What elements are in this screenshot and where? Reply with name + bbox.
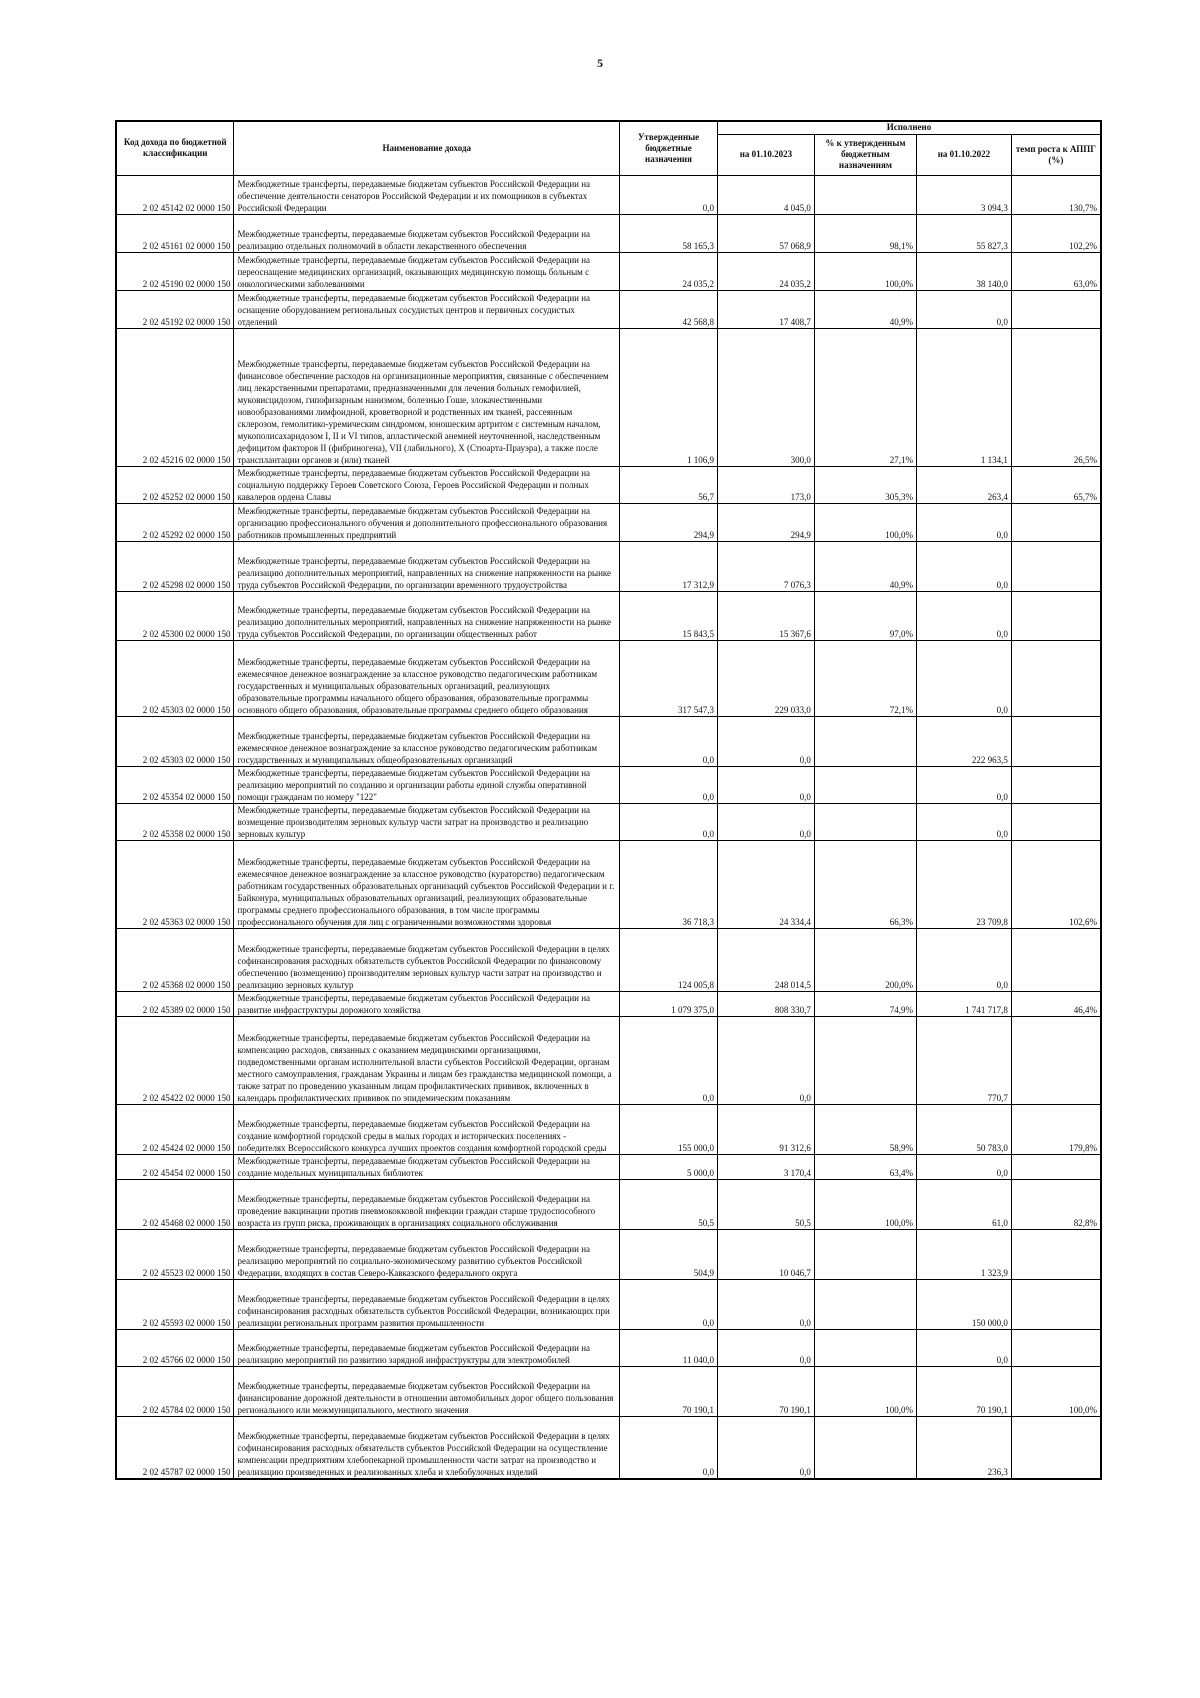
- table-row: [116, 1016, 1101, 1104]
- row-code: 2 02 45303 02 0000 150: [116, 640, 234, 716]
- row-code: 2 02 45766 02 0000 150: [116, 1329, 234, 1366]
- row-executed-2023: 0,0: [717, 1016, 814, 1104]
- table-row: [116, 991, 1101, 1016]
- row-executed-2023: 17 408,7: [717, 290, 814, 328]
- row-growth: 82,8%: [1011, 1179, 1101, 1229]
- row-pct-approved: 98,1%: [814, 214, 916, 252]
- table-row: [116, 1104, 1101, 1154]
- table-row: [116, 466, 1101, 503]
- row-executed-2022: 1 741 717,8: [917, 991, 1012, 1016]
- row-pct-approved: 100,0%: [814, 503, 916, 541]
- table-row: [116, 803, 1101, 840]
- row-growth: [1011, 640, 1101, 716]
- row-code: 2 02 45523 02 0000 150: [116, 1229, 234, 1279]
- row-name: Межбюджетные трансферты, передаваемые бюджетам субъектов Российской Федерации на реализацию отдельных полномочий в области лекарственного обеспечения: [234, 214, 620, 252]
- row-executed-2023: 248 014,5: [717, 928, 814, 991]
- row-growth: [1011, 541, 1101, 591]
- row-name: Межбюджетные трансферты, передаваемые бюджетам субъектов Российской Федерации на переоснащение медицинских организаций, оказывающих медицинскую помощь больным с онкологическими заболеваниями: [234, 252, 620, 290]
- row-executed-2022: 23 709,8: [917, 840, 1012, 928]
- row-name: Межбюджетные трансферты, передаваемые бюджетам субъектов Российской Федерации на ежемесячное денежное вознаграждение за классное руководство (кураторство) педагогическим работникам государственных образовательных организаций субъектов Российской Федерации и г. Байконура, муниципальных образовательных организаций, реализующих образовательные программы среднего профессионального образования, в том числе программы профессионального обучения для лиц с ограниченными возможностями здоровья: [234, 840, 620, 928]
- row-growth: 179,8%: [1011, 1104, 1101, 1154]
- table-row: [116, 1366, 1101, 1416]
- table-row: [116, 840, 1101, 928]
- row-pct-approved: [814, 803, 916, 840]
- row-approved: 24 035,2: [620, 252, 718, 290]
- row-growth: 65,7%: [1011, 466, 1101, 503]
- row-approved: 124 005,8: [620, 928, 718, 991]
- row-approved: 0,0: [620, 716, 718, 766]
- table-row: [116, 541, 1101, 591]
- row-approved: 17 312,9: [620, 541, 718, 591]
- row-executed-2022: 61,0: [917, 1179, 1012, 1229]
- row-growth: [1011, 1016, 1101, 1104]
- row-executed-2023: 70 190,1: [717, 1366, 814, 1416]
- row-code: 2 02 45424 02 0000 150: [116, 1104, 234, 1154]
- row-pct-approved: 100,0%: [814, 1179, 916, 1229]
- row-growth: [1011, 803, 1101, 840]
- row-code: 2 02 45161 02 0000 150: [116, 214, 234, 252]
- row-pct-approved: [814, 716, 916, 766]
- table-row: [116, 328, 1101, 466]
- header-on-2023: на 01.10.2023: [717, 134, 814, 175]
- row-name: Межбюджетные трансферты, передаваемые бюджетам субъектов Российской Федерации на финансирование дорожной деятельности в отношении автомобильных дорог общего пользования регионального или межмуниципального, местного значения: [234, 1366, 620, 1416]
- row-growth: [1011, 1329, 1101, 1366]
- row-executed-2023: 91 312,6: [717, 1104, 814, 1154]
- row-name: Межбюджетные трансферты, передаваемые бюджетам субъектов Российской Федерации на создание модельных муниципальных библиотек: [234, 1154, 620, 1179]
- row-approved: 5 000,0: [620, 1154, 718, 1179]
- row-pct-approved: [814, 1416, 916, 1479]
- row-code: 2 02 45389 02 0000 150: [116, 991, 234, 1016]
- row-approved: 50,5: [620, 1179, 718, 1229]
- row-pct-approved: 74,9%: [814, 991, 916, 1016]
- row-executed-2022: 150 000,0: [917, 1279, 1012, 1329]
- row-pct-approved: 66,3%: [814, 840, 916, 928]
- header-code: Код дохода по бюджетной классификации: [116, 121, 234, 175]
- row-growth: [1011, 1154, 1101, 1179]
- row-pct-approved: 27,1%: [814, 328, 916, 466]
- row-executed-2022: 70 190,1: [917, 1366, 1012, 1416]
- row-pct-approved: [814, 1279, 916, 1329]
- row-executed-2023: 50,5: [717, 1179, 814, 1229]
- row-executed-2022: 0,0: [917, 640, 1012, 716]
- row-growth: [1011, 1279, 1101, 1329]
- row-executed-2022: 0,0: [917, 290, 1012, 328]
- row-approved: 294,9: [620, 503, 718, 541]
- row-executed-2023: 229 033,0: [717, 640, 814, 716]
- row-name: Межбюджетные трансферты, передаваемые бюджетам субъектов Российской Федерации на создание комфортной городской среды в малых городах и исторических поселениях - победителях Всероссийского конкурса лучших проектов создания комфортной городской среды: [234, 1104, 620, 1154]
- row-executed-2023: 24 035,2: [717, 252, 814, 290]
- row-name: Межбюджетные трансферты, передаваемые бюджетам субъектов Российской Федерации на реализацию дополнительных мероприятий, направленных на снижение напряженности на рынке труда субъектов Российской Федерации, по организации общественных работ: [234, 591, 620, 640]
- row-pct-approved: [814, 766, 916, 803]
- row-executed-2022: 55 827,3: [917, 214, 1012, 252]
- row-approved: 0,0: [620, 1016, 718, 1104]
- row-approved: 15 843,5: [620, 591, 718, 640]
- row-name: Межбюджетные трансферты, передаваемые бюджетам субъектов Российской Федерации на социальную поддержку Героев Советского Союза, Героев Российской Федерации и полных кавалеров ордена Славы: [234, 466, 620, 503]
- row-approved: 56,7: [620, 466, 718, 503]
- table-row: [116, 716, 1101, 766]
- row-growth: [1011, 290, 1101, 328]
- row-executed-2022: 50 783,0: [917, 1104, 1012, 1154]
- row-code: 2 02 45422 02 0000 150: [116, 1016, 234, 1104]
- row-name: Межбюджетные трансферты, передаваемые бюджетам субъектов Российской Федерации на возмещение производителям зерновых культур части затрат на производство и реализацию зерновых культур: [234, 803, 620, 840]
- row-pct-approved: 100,0%: [814, 1366, 916, 1416]
- row-pct-approved: 40,9%: [814, 290, 916, 328]
- row-pct-approved: [814, 1229, 916, 1279]
- row-approved: 58 165,3: [620, 214, 718, 252]
- table-row: [116, 1154, 1101, 1179]
- row-executed-2022: 263,4: [917, 466, 1012, 503]
- table-row: [116, 1179, 1101, 1229]
- row-name: Межбюджетные трансферты, передаваемые бюджетам субъектов Российской Федерации на реализацию мероприятий по развитию зарядной инфраструктуры для электромобилей: [234, 1329, 620, 1366]
- row-growth: 102,6%: [1011, 840, 1101, 928]
- row-approved: 0,0: [620, 1416, 718, 1479]
- row-approved: 42 568,8: [620, 290, 718, 328]
- row-growth: 46,4%: [1011, 991, 1101, 1016]
- row-growth: 63,0%: [1011, 252, 1101, 290]
- row-executed-2023: 24 334,4: [717, 840, 814, 928]
- row-growth: 130,7%: [1011, 175, 1101, 214]
- table-row: [116, 591, 1101, 640]
- row-name: Межбюджетные трансферты, передаваемые бюджетам субъектов Российской Федерации на компенсацию расходов, связанных с оказанием медицинскими организациями, подведомственными органам исполнительной власти субъектов Российской Федерации, органам местного самоуправления, гражданам Украины и лицам без гражданства медицинской помощи, а также затрат по проведению указанным лицам профилактических прививок, включенных в календарь профилактических прививок по эпидемическим показаниям: [234, 1016, 620, 1104]
- row-executed-2023: 57 068,9: [717, 214, 814, 252]
- row-growth: [1011, 928, 1101, 991]
- table-row: [116, 214, 1101, 252]
- row-pct-approved: 72,1%: [814, 640, 916, 716]
- row-approved: 155 000,0: [620, 1104, 718, 1154]
- row-code: 2 02 45363 02 0000 150: [116, 840, 234, 928]
- row-approved: 1 079 375,0: [620, 991, 718, 1016]
- row-approved: 317 547,3: [620, 640, 718, 716]
- row-growth: [1011, 1416, 1101, 1479]
- row-executed-2023: 10 046,7: [717, 1229, 814, 1279]
- row-name: Межбюджетные трансферты, передаваемые бюджетам субъектов Российской Федерации на реализацию дополнительных мероприятий, направленных на снижение напряженности на рынке труда субъектов Российской Федерации, по организации временного трудоустройства: [234, 541, 620, 591]
- row-pct-approved: 97,0%: [814, 591, 916, 640]
- header-approved: Утвержденные бюджетные назначения: [620, 121, 718, 175]
- row-code: 2 02 45216 02 0000 150: [116, 328, 234, 466]
- row-pct-approved: [814, 1329, 916, 1366]
- row-approved: 0,0: [620, 803, 718, 840]
- revenue-table: [115, 120, 1102, 1480]
- row-pct-approved: 40,9%: [814, 541, 916, 591]
- row-executed-2022: 0,0: [917, 541, 1012, 591]
- row-executed-2023: 294,9: [717, 503, 814, 541]
- row-name: Межбюджетные трансферты, передаваемые бюджетам субъектов Российской Федерации на ежемесячное денежное вознаграждение за классное руководство педагогическим работникам государственных и муниципальных общеобразовательных организаций: [234, 716, 620, 766]
- table-row: [116, 252, 1101, 290]
- row-executed-2022: 236,3: [917, 1416, 1012, 1479]
- row-growth: [1011, 591, 1101, 640]
- row-approved: 1 106,9: [620, 328, 718, 466]
- row-executed-2023: 0,0: [717, 1279, 814, 1329]
- table-row: [116, 766, 1101, 803]
- row-code: 2 02 45358 02 0000 150: [116, 803, 234, 840]
- header-executed: Исполнено: [717, 121, 1101, 134]
- header-on-2022: на 01.10.2022: [917, 134, 1012, 175]
- row-code: 2 02 45300 02 0000 150: [116, 591, 234, 640]
- row-code: 2 02 45252 02 0000 150: [116, 466, 234, 503]
- row-name: Межбюджетные трансферты, передаваемые бюджетам субъектов Российской Федерации на проведение вакцинации против пневмококковой инфекции граждан старше трудоспособного возраста из групп риска, проживающих в организациях социального обслуживания: [234, 1179, 620, 1229]
- table-row: [116, 1329, 1101, 1366]
- row-code: 2 02 45190 02 0000 150: [116, 252, 234, 290]
- row-approved: 0,0: [620, 766, 718, 803]
- row-executed-2022: 1 323,9: [917, 1229, 1012, 1279]
- header-pct-approved: % к утвержденным бюджетным назначениям: [814, 134, 916, 175]
- table-row: [116, 640, 1101, 716]
- row-executed-2022: 0,0: [917, 766, 1012, 803]
- row-approved: 0,0: [620, 1279, 718, 1329]
- row-name: Межбюджетные трансферты, передаваемые бюджетам субъектов Российской Федерации в целях софинансирования расходных обязательств субъектов Российской Федерации по финансовому обеспечению (возмещению) производителям зерновых культур части затрат на производство и реализацию зерновых культур: [234, 928, 620, 991]
- row-code: 2 02 45468 02 0000 150: [116, 1179, 234, 1229]
- row-name: Межбюджетные трансферты, передаваемые бюджетам субъектов Российской Федерации на реализацию мероприятий по социально-экономическому развитию субъектов Российской Федерации, входящих в состав Северо-Кавказского федерального округа: [234, 1229, 620, 1279]
- table-row: [116, 1279, 1101, 1329]
- row-code: 2 02 45298 02 0000 150: [116, 541, 234, 591]
- row-executed-2023: 4 045,0: [717, 175, 814, 214]
- row-approved: 36 718,3: [620, 840, 718, 928]
- row-code: 2 02 45354 02 0000 150: [116, 766, 234, 803]
- row-pct-approved: 200,0%: [814, 928, 916, 991]
- row-executed-2023: 3 170,4: [717, 1154, 814, 1179]
- row-code: 2 02 45787 02 0000 150: [116, 1416, 234, 1479]
- table-row: [116, 175, 1101, 214]
- row-growth: 26,5%: [1011, 328, 1101, 466]
- row-name: Межбюджетные трансферты, передаваемые бюджетам субъектов Российской Федерации на реализацию мероприятий по созданию и организации работы единой службы оперативной помощи гражданам по номеру "122": [234, 766, 620, 803]
- row-executed-2023: 808 330,7: [717, 991, 814, 1016]
- table-row: [116, 928, 1101, 991]
- row-growth: [1011, 766, 1101, 803]
- row-code: 2 02 45784 02 0000 150: [116, 1366, 234, 1416]
- row-code: 2 02 45142 02 0000 150: [116, 175, 234, 214]
- row-pct-approved: [814, 1016, 916, 1104]
- row-name: Межбюджетные трансферты, передаваемые бюджетам субъектов Российской Федерации на финансовое обеспечение расходов на организационные мероприятия, связанные с обеспечением лиц лекарственными препаратами, предназначенными для лечения больных гемофилией, муковисцидозом, гипофизарным нанизмом, болезнью Гоше, злокачественными новообразованиями лимфоидной, кроветворной и родственных им тканей, рассеянным склерозом, гемолитико-уремическим синдромом, юношеским артритом с системным началом, мукополисахаридозом I, II и VI типов, апластической анемией неуточненной, наследственным дефицитом факторов II (фибриногена), VII (лабильного), X (Стюарта-Прауэра), а также после трансплантации органов и (или) тканей: [234, 328, 620, 466]
- row-code: 2 02 45368 02 0000 150: [116, 928, 234, 991]
- row-approved: 504,9: [620, 1229, 718, 1279]
- row-approved: 0,0: [620, 175, 718, 214]
- row-executed-2022: 0,0: [917, 1154, 1012, 1179]
- row-growth: [1011, 503, 1101, 541]
- row-code: 2 02 45192 02 0000 150: [116, 290, 234, 328]
- row-name: Межбюджетные трансферты, передаваемые бюджетам субъектов Российской Федерации на развитие инфраструктуры дорожного хозяйства: [234, 991, 620, 1016]
- table-row: [116, 503, 1101, 541]
- row-name: Межбюджетные трансферты, передаваемые бюджетам субъектов Российской Федерации в целях софинансирования расходных обязательств субъектов Российской Федерации на осуществление компенсации предприятиям хлебопекарной промышленности части затрат на производство и реализацию произведенных и реализованных хлеба и хлебобулочных изделий: [234, 1416, 620, 1479]
- row-executed-2022: 0,0: [917, 1329, 1012, 1366]
- row-executed-2023: 0,0: [717, 716, 814, 766]
- row-approved: 11 040,0: [620, 1329, 718, 1366]
- row-executed-2023: 7 076,3: [717, 541, 814, 591]
- row-code: 2 02 45593 02 0000 150: [116, 1279, 234, 1329]
- row-growth: [1011, 716, 1101, 766]
- table-row: [116, 1229, 1101, 1279]
- row-code: 2 02 45292 02 0000 150: [116, 503, 234, 541]
- row-executed-2022: 0,0: [917, 503, 1012, 541]
- row-name: Межбюджетные трансферты, передаваемые бюджетам субъектов Российской Федерации на ежемесячное денежное вознаграждение за классное руководство педагогическим работникам государственных и муниципальных образовательных организаций, реализующих образовательные программы начального общего образования, образовательные программы основного общего образования, образовательные программы среднего общего образования: [234, 640, 620, 716]
- row-pct-approved: 58,9%: [814, 1104, 916, 1154]
- table-body: [116, 175, 1101, 1479]
- row-growth: [1011, 1229, 1101, 1279]
- row-executed-2022: 3 094,3: [917, 175, 1012, 214]
- row-executed-2022: 0,0: [917, 591, 1012, 640]
- row-executed-2023: 15 367,6: [717, 591, 814, 640]
- row-pct-approved: [814, 175, 916, 214]
- row-growth: 100,0%: [1011, 1366, 1101, 1416]
- row-code: 2 02 45303 02 0000 150: [116, 716, 234, 766]
- row-name: Межбюджетные трансферты, передаваемые бюджетам субъектов Российской Федерации на обеспечение деятельности сенаторов Российской Федерации и их помощников в субъектах Российской Федерации: [234, 175, 620, 214]
- row-executed-2023: 0,0: [717, 803, 814, 840]
- row-executed-2023: 300,0: [717, 328, 814, 466]
- row-name: Межбюджетные трансферты, передаваемые бюджетам субъектов Российской Федерации на оснащение оборудованием региональных сосудистых центров и первичных сосудистых отделений: [234, 290, 620, 328]
- table-row: [116, 1416, 1101, 1479]
- header-name: Наименование дохода: [234, 121, 620, 175]
- row-executed-2023: 0,0: [717, 766, 814, 803]
- row-executed-2022: 0,0: [917, 928, 1012, 991]
- row-name: Межбюджетные трансферты, передаваемые бюджетам субъектов Российской Федерации на организацию профессионального обучения и дополнительного профессионального образования работников промышленных предприятий: [234, 503, 620, 541]
- row-name: Межбюджетные трансферты, передаваемые бюджетам субъектов Российской Федерации в целях софинансирования расходных обязательств субъектов Российской Федерации, возникающих при реализации региональных программ развития промышленности: [234, 1279, 620, 1329]
- row-growth: 102,2%: [1011, 214, 1101, 252]
- row-executed-2022: 1 134,1: [917, 328, 1012, 466]
- row-executed-2023: 0,0: [717, 1416, 814, 1479]
- row-executed-2023: 173,0: [717, 466, 814, 503]
- row-executed-2023: 0,0: [717, 1329, 814, 1366]
- header-growth: темп роста к АППГ (%): [1011, 134, 1101, 175]
- row-executed-2022: 222 963,5: [917, 716, 1012, 766]
- row-code: 2 02 45454 02 0000 150: [116, 1154, 234, 1179]
- row-executed-2022: 770,7: [917, 1016, 1012, 1104]
- page-number: 5: [597, 56, 603, 70]
- row-executed-2022: 0,0: [917, 803, 1012, 840]
- row-approved: 70 190,1: [620, 1366, 718, 1416]
- row-executed-2022: 38 140,0: [917, 252, 1012, 290]
- row-pct-approved: 100,0%: [814, 252, 916, 290]
- table-row: [116, 290, 1101, 328]
- row-pct-approved: 305,3%: [814, 466, 916, 503]
- row-pct-approved: 63,4%: [814, 1154, 916, 1179]
